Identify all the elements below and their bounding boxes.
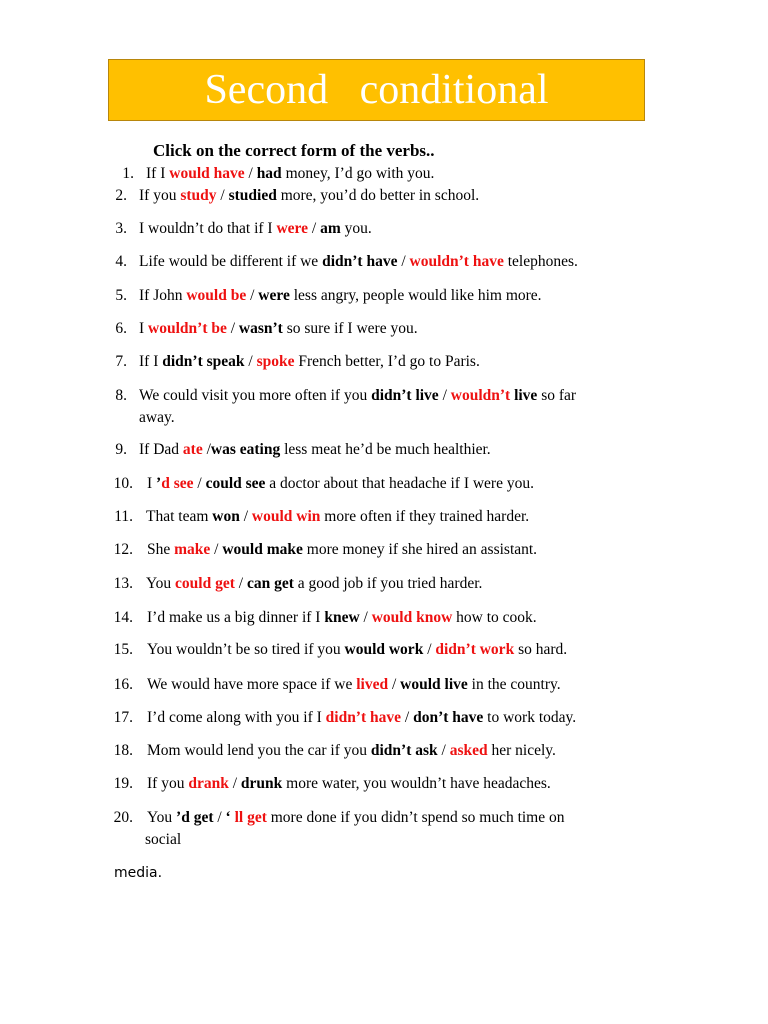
sentence-text: / xyxy=(244,165,257,182)
verb-option[interactable]: knew xyxy=(324,609,360,626)
exercise-number: 14. xyxy=(113,609,133,626)
exercise-sentence xyxy=(139,385,576,407)
verb-option[interactable]: asked xyxy=(449,742,488,759)
sentence-text: / xyxy=(401,709,414,726)
sentence-text: If I xyxy=(146,165,170,182)
instruction-text: Click on the correct form of the verbs.. xyxy=(153,141,435,160)
exercise-number: 4. xyxy=(115,253,127,270)
verb-option[interactable]: study xyxy=(180,187,217,204)
exercise-sentence xyxy=(147,607,537,629)
sentence-text: We would have more space if we xyxy=(147,676,357,693)
sentence-text: in the country. xyxy=(467,676,561,693)
exercise-number: 20. xyxy=(113,809,133,826)
exercise-number: 2. xyxy=(115,187,127,204)
sentence-text: money, I’d go with you. xyxy=(281,165,435,182)
sentence-text: / xyxy=(423,641,436,658)
sentence-text: She xyxy=(147,541,175,558)
exercise-sentence xyxy=(147,639,567,661)
sentence-text: / xyxy=(388,676,401,693)
verb-option[interactable]: didn’t have xyxy=(325,709,402,726)
verb-option[interactable]: was eating xyxy=(210,441,281,458)
verb-option[interactable]: didn’t live xyxy=(371,387,439,404)
exercise-sentence xyxy=(146,506,529,528)
verb-option[interactable]: were xyxy=(258,287,290,304)
verb-option[interactable]: ate xyxy=(182,441,203,458)
exercise-number: 12. xyxy=(113,541,133,558)
verb-option[interactable]: studied xyxy=(228,187,277,204)
verb-option[interactable]: would be xyxy=(186,287,247,304)
verb-option[interactable]: wouldn’t xyxy=(450,387,511,404)
verb-option[interactable]: live xyxy=(514,387,538,404)
title-banner xyxy=(108,59,645,121)
verb-option[interactable]: d see xyxy=(161,475,194,492)
sentence-continuation: away. xyxy=(139,409,175,426)
verb-option[interactable]: didn’t speak xyxy=(162,353,245,370)
verb-option[interactable]: would know xyxy=(371,609,453,626)
sentence-text: to work today. xyxy=(483,709,577,726)
verb-option[interactable]: would live xyxy=(400,676,468,693)
sentence-text: I xyxy=(147,475,157,492)
exercise-number: 7. xyxy=(115,353,127,370)
sentence-text: / xyxy=(359,609,372,626)
verb-option[interactable]: ’d get xyxy=(176,809,214,826)
exercise-number: 15. xyxy=(113,641,133,658)
sentence-text: You xyxy=(146,575,176,592)
exercise-sentence xyxy=(147,707,576,729)
exercise-sentence xyxy=(139,185,479,207)
page-title: Second conditional xyxy=(204,67,549,113)
exercise-sentence xyxy=(139,251,578,273)
sentence-text: / xyxy=(193,475,206,492)
sentence-text: less angry, people would like him more. xyxy=(289,287,542,304)
verb-option[interactable]: wouldn’t be xyxy=(148,320,227,337)
exercise-number: 13. xyxy=(113,575,133,592)
verb-option[interactable]: make xyxy=(174,541,211,558)
sentence-text: / xyxy=(397,253,410,270)
exercise-number: 19. xyxy=(113,775,133,792)
verb-option[interactable]: would have xyxy=(169,165,245,182)
verb-option[interactable]: didn’t work xyxy=(435,641,515,658)
sentence-text: / xyxy=(437,742,450,759)
exercise-sentence xyxy=(146,163,434,185)
exercise-sentence xyxy=(146,573,482,595)
sentence-text: / xyxy=(216,187,229,204)
sentence-text: so far xyxy=(537,387,577,404)
sentence-text: Mom would lend you the car if you xyxy=(147,742,371,759)
exercise-number: 17. xyxy=(113,709,133,726)
exercise-sentence xyxy=(139,285,542,307)
sentence-text: a good job if you tried harder. xyxy=(293,575,483,592)
exercise-number: 11. xyxy=(114,508,133,525)
sentence-text: more, you’d do better in school. xyxy=(276,187,480,204)
sentence-text: more money if she hired an assistant. xyxy=(302,541,538,558)
exercise-sentence xyxy=(147,674,561,696)
exercise-number: 1. xyxy=(122,165,134,182)
verb-option[interactable]: could get xyxy=(175,575,235,592)
verb-option[interactable]: would work xyxy=(344,641,424,658)
sentence-text: her nicely. xyxy=(487,742,556,759)
exercise-sentence xyxy=(139,439,491,461)
exercise-sentence xyxy=(147,740,556,762)
sentence-text: so hard. xyxy=(514,641,568,658)
sentence-text: / xyxy=(213,809,226,826)
verb-option[interactable]: could see xyxy=(205,475,266,492)
sentence-text: We could visit you more often if you xyxy=(139,387,372,404)
sentence-text: / xyxy=(438,387,451,404)
sentence-text: / xyxy=(202,441,211,458)
sentence-text: I xyxy=(139,320,149,337)
verb-option[interactable]: ‘ xyxy=(225,809,235,826)
sentence-text: If you xyxy=(147,775,189,792)
sentence-text: You xyxy=(147,809,177,826)
verb-option[interactable]: lived xyxy=(356,676,389,693)
sentence-text: French better, I’d go to Paris. xyxy=(294,353,480,370)
verb-option[interactable]: can get xyxy=(246,575,294,592)
sentence-text: / xyxy=(228,775,241,792)
sentence-text: / xyxy=(234,575,247,592)
sentence-text: so sure if I were you. xyxy=(282,320,418,337)
verb-option[interactable]: didn’t ask xyxy=(370,742,438,759)
sentence-text: / xyxy=(244,353,257,370)
sentence-text: / xyxy=(246,287,259,304)
sentence-text: I wouldn’t do that if I xyxy=(139,220,277,237)
exercise-number: 18. xyxy=(113,742,133,759)
exercise-sentence xyxy=(147,539,537,561)
sentence-text: I’d make us a big dinner if I xyxy=(147,609,325,626)
verb-option[interactable]: were xyxy=(276,220,309,237)
exercise-number: 10. xyxy=(113,475,133,492)
exercise-number: 9. xyxy=(115,441,127,458)
sentence-text: / xyxy=(210,541,223,558)
sentence-text: more done if you didn’t spend so much time on xyxy=(266,809,565,826)
exercise-sentence xyxy=(147,807,565,829)
sentence-text: If John xyxy=(139,287,187,304)
exercise-sentence xyxy=(139,218,372,240)
verb-option[interactable]: wasn’t xyxy=(238,320,283,337)
verb-option[interactable]: ’ xyxy=(156,475,162,492)
sentence-text: less meat he’d be much healthier. xyxy=(280,441,491,458)
verb-option[interactable]: spoke xyxy=(256,353,295,370)
sentence-text: / xyxy=(239,508,252,525)
verb-option[interactable]: wouldn’t have xyxy=(409,253,504,270)
exercise-number: 6. xyxy=(115,320,127,337)
sentence-text: you. xyxy=(340,220,372,237)
exercise-sentence xyxy=(147,773,551,795)
verb-option[interactable]: am xyxy=(320,220,341,237)
sentence-text: I’d come along with you if I xyxy=(147,709,326,726)
verb-option[interactable]: didn’t have xyxy=(322,253,398,270)
sentence-text: how to cook. xyxy=(452,609,537,626)
sentence-text: You wouldn’t be so tired if you xyxy=(147,641,345,658)
exercise-sentence xyxy=(139,318,418,340)
sentence-text: / xyxy=(308,220,321,237)
sentence-text: more often if they trained harder. xyxy=(320,508,530,525)
exercise-number: 8. xyxy=(115,387,127,404)
trailing-word: media. xyxy=(114,865,163,881)
sentence-text: Life would be different if we xyxy=(139,253,323,270)
exercise-sentence xyxy=(147,473,534,495)
sentence-text: If you xyxy=(139,187,181,204)
verb-option[interactable]: don’t have xyxy=(413,709,484,726)
sentence-text: That team xyxy=(146,508,213,525)
exercise-sentence xyxy=(139,351,480,373)
verb-option[interactable]: ll get xyxy=(234,809,267,826)
sentence-text: If I xyxy=(139,353,163,370)
verb-option[interactable]: drunk xyxy=(240,775,283,792)
exercise-number: 5. xyxy=(115,287,127,304)
sentence-text: a doctor about that headache if I were you. xyxy=(265,475,534,492)
verb-option[interactable]: would win xyxy=(251,508,321,525)
sentence-continuation: social xyxy=(145,831,182,848)
exercise-number: 3. xyxy=(115,220,127,237)
verb-option[interactable]: would make xyxy=(222,541,303,558)
sentence-text: telephones. xyxy=(503,253,578,270)
sentence-text: / xyxy=(226,320,239,337)
exercise-number: 16. xyxy=(113,676,133,693)
verb-option[interactable]: had xyxy=(256,165,282,182)
sentence-text: more water, you wouldn’t have headaches. xyxy=(282,775,551,792)
verb-option[interactable]: drank xyxy=(188,775,229,792)
verb-option[interactable]: won xyxy=(212,508,240,525)
sentence-text: If Dad xyxy=(139,441,183,458)
